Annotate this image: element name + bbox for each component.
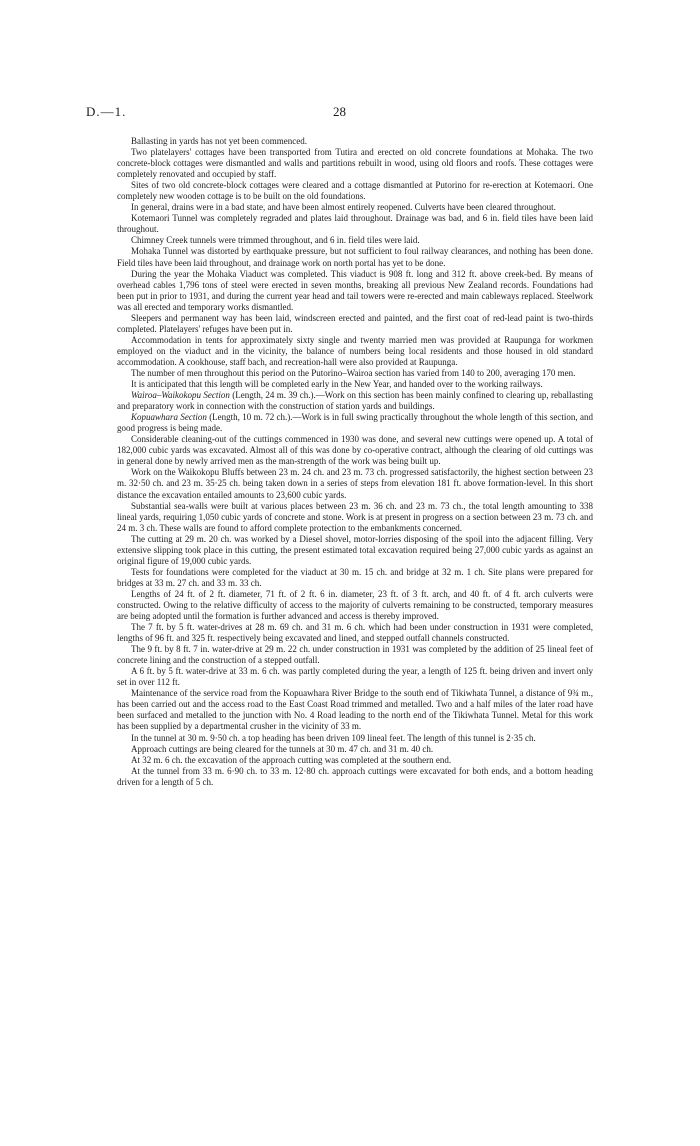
page-header bbox=[86, 104, 600, 124]
paragraph bbox=[117, 379, 593, 390]
paragraph bbox=[117, 434, 593, 467]
paragraph-text: Substantial sea-walls were built at various places between 23 m. 36 ch. and 23 m. 73 ch., the total length amounting to 338 lineal yards, requiring 1,050 cubic yards of concrete and stone. Work is at present in progress on a section between 23 m. 73 ch. and 24 m. 3 ch. These walls are found to afford complete protection to the embankments concerned. bbox=[117, 500, 593, 533]
paragraph bbox=[117, 136, 593, 147]
section-heading: Wairoa–Waikokopu Section bbox=[131, 390, 230, 401]
paragraph bbox=[117, 412, 593, 434]
paragraph-text: Work on the Waikokopu Bluffs between 23 m. 24 ch. and 23 m. 73 ch. progressed satisfactorily, the highest section between 23 m. 32·50 ch. and 23 m. 35·25 ch. being taken down in a series of steps from elevation 181 ft. above formation-level. In this short distance the excavation entailed amounts to 23,600 cubic yards. bbox=[117, 467, 593, 500]
paragraph-text: Maintenance of the service road from the Kopuawhara River Bridge to the south end of Tikiwhata Tunnel, a distance of 9¾ m., has been carried out and the access road to the East Coast Road trimmed and metalled. Two and a half miles of the later road have been surfaced and metalled to the junction with No. 4 Road leading to the north end of the Tikiwhata Tunnel. Metal for this work has been supplied by a departmental crusher in the vicinity of 33 m. bbox=[117, 688, 593, 732]
page-number: 28 bbox=[333, 104, 346, 119]
paragraph-text: The number of men throughout this period on the Putorino–Wairoa section has varied from 140 to 200, averaging 170 men. bbox=[131, 367, 576, 378]
paragraph-text: Mohaka Tunnel was distorted by earthquake pressure, but not sufficient to foul railway clearances, and nothing has been done. Field tiles have been laid throughout, and drainage work on north portal has yet to be done. bbox=[117, 246, 593, 268]
paragraph bbox=[117, 501, 593, 534]
paragraph-text: The 7 ft. by 5 ft. water-drives at 28 m. 69 ch. and 31 m. 6 ch. which had been under construction in 1931 were completed, lengths of 96 ft. and 325 ft. respectively being excavated and lined, and stepped outfall channels constructed. bbox=[117, 622, 593, 644]
paragraph bbox=[117, 666, 593, 688]
paragraph bbox=[117, 755, 593, 766]
paragraph bbox=[117, 567, 593, 589]
paragraph bbox=[117, 622, 593, 644]
paragraph-text: In general, drains were in a bad state, and have been almost entirely reopened. Culverts have been cleared throughout. bbox=[131, 202, 556, 213]
paragraph bbox=[117, 733, 593, 744]
paragraph-text: Two platelayers' cottages have been transported from Tutira and erected on old concrete foundations at Mohaka. The two concrete-block cottages were dismantled and walls and partitions rebuilt in wood, using old floors and roofs. These cottages were completely renovated and occupied by staff. bbox=[117, 147, 593, 180]
paragraph-text: A 6 ft. by 5 ft. water-drive at 33 m. 6 ch. was partly completed during the year, a length of 125 ft. being driven and invert only set in over 112 ft. bbox=[117, 666, 593, 688]
paragraph bbox=[117, 766, 593, 788]
paragraph-text: At the tunnel from 33 m. 6·90 ch. to 33 m. 12·80 ch. approach cuttings were excavated for both ends, and a bottom heading driven for a length of 5 ch. bbox=[117, 765, 593, 787]
paragraph bbox=[117, 147, 593, 180]
paragraph-text: Approach cuttings are being cleared for the tunnels at 30 m. 47 ch. and 31 m. 40 ch. bbox=[131, 743, 434, 754]
paragraph-text: Considerable cleaning-out of the cuttings commenced in 1930 was done, and several new cuttings were opened up. A total of 182,000 cubic yards was excavated. Almost all of this was done by co-operative contract, although the clearing of old cuttings was in general done by newly arrived men as the man-strength of the work was being built up. bbox=[117, 434, 593, 467]
section-heading: Kopuawhara Section bbox=[131, 412, 207, 423]
paragraph bbox=[117, 213, 593, 235]
paragraph-text: Ballasting in yards has not yet been commenced. bbox=[131, 136, 307, 146]
paragraph-text: The cutting at 29 m. 20 ch. was worked by a Diesel shovel, motor-lorries disposing of the spoil into the adjacent filling. Very extensive slipping took place in this cutting, the present estimated total excavation required being 27,000 cubic yards as against an original figure of 19,000 cubic yards. bbox=[117, 533, 593, 566]
paragraph-text: Chimney Creek tunnels were trimmed throughout, and 6 in. field tiles were laid. bbox=[131, 235, 420, 246]
paragraph-text: The 9 ft. by 8 ft. 7 in. water-drive at 29 m. 22 ch. under construction in 1931 was completed by the addition of 25 lineal feet of concrete lining and the construction of a stepped outfall. bbox=[117, 644, 593, 666]
paragraph bbox=[117, 368, 593, 379]
paragraph-text: Sleepers and permanent way has been laid, windscreen erected and painted, and the first coat of red-lead paint is two-thirds completed. Platelayers' refuges have been put in. bbox=[117, 312, 593, 334]
paragraph-text: (Length, 24 m. 39 ch.).—Work on this section has been mainly confined to clearing up, reballasting and preparatory work in connection with the construction of station yards and buildings. bbox=[117, 390, 594, 412]
paragraph-text: Kotemaori Tunnel was completely regraded and plates laid throughout. Drainage was bad, and 6 in. field tiles have been laid throughout. bbox=[117, 213, 593, 235]
paragraph bbox=[117, 180, 593, 202]
paragraph-text: At 32 m. 6 ch. the excavation of the approach cutting was completed at the southern end. bbox=[131, 754, 452, 765]
paragraph-text: Accommodation in tents for approximately sixty single and twenty married men was provided at Raupunga for workmen employed on the viaduct and in the vicinity, the balance of numbers being local residents and those housed in old standard accommodation. A cookhouse, staff bach, and recreation-hall were also provided at Raupunga. bbox=[117, 334, 593, 367]
paragraph bbox=[117, 534, 593, 567]
paragraph-text: In the tunnel at 30 m. 9·50 ch. a top heading has been driven 109 lineal feet. The length of this tunnel is 2·35 ch. bbox=[131, 732, 536, 743]
paragraph bbox=[117, 269, 593, 313]
paragraph bbox=[117, 246, 593, 268]
document-body bbox=[117, 136, 593, 788]
paragraph bbox=[117, 467, 593, 500]
document-reference: D.—1. bbox=[86, 104, 127, 119]
paragraph bbox=[117, 335, 593, 368]
paragraph bbox=[117, 313, 593, 335]
paragraph bbox=[117, 744, 593, 755]
paragraph bbox=[117, 202, 593, 213]
paragraph bbox=[117, 390, 593, 412]
paragraph bbox=[117, 644, 593, 666]
paragraph-text: (Length, 10 m. 72 ch.).—Work is in full swing practically throughout the whole length of this section, and good progress is being made. bbox=[117, 412, 593, 434]
paragraph-text: Lengths of 24 ft. of 2 ft. diameter, 71 ft. of 2 ft. 6 in. diameter, 23 ft. of 3 ft. arch, and 40 ft. of 4 ft. arch culverts were constructed. Owing to the relative difficulty of access to the majority of culverts remaining to be constructed, temporary measures are being adopted until the formation is further advanced and access is thereby improved. bbox=[117, 588, 593, 622]
paragraph-text: Sites of two old concrete-block cottages were cleared and a cottage dismantled at Putorino for re-erection at Kotemaori. One completely new wooden cottage is to be built on the old foundations. bbox=[117, 180, 593, 202]
paragraph bbox=[117, 589, 593, 622]
paragraph-text: It is anticipated that this length will be completed early in the New Year, and handed over to the working railways. bbox=[131, 379, 543, 390]
paragraph bbox=[117, 688, 593, 732]
paragraph bbox=[117, 235, 593, 246]
paragraph-text: Tests for foundations were completed for the viaduct at 30 m. 15 ch. and bridge at 32 m. 1 ch. Site plans were prepared for bridges at 33 m. 27 ch. and 33 m. 33 ch. bbox=[117, 566, 593, 588]
paragraph-text: During the year the Mohaka Viaduct was completed. This viaduct is 908 ft. long and 312 ft. above creek-bed. By means of overhead cables 1,796 tons of steel were erected in seven months, breaking all previous New Zealand records. Foundations had been put in prior to 1931, and during the current year head and tail towers were re-erected and main cableways replaced. Steelwork was all erected and temporary works dismantled. bbox=[117, 268, 593, 312]
